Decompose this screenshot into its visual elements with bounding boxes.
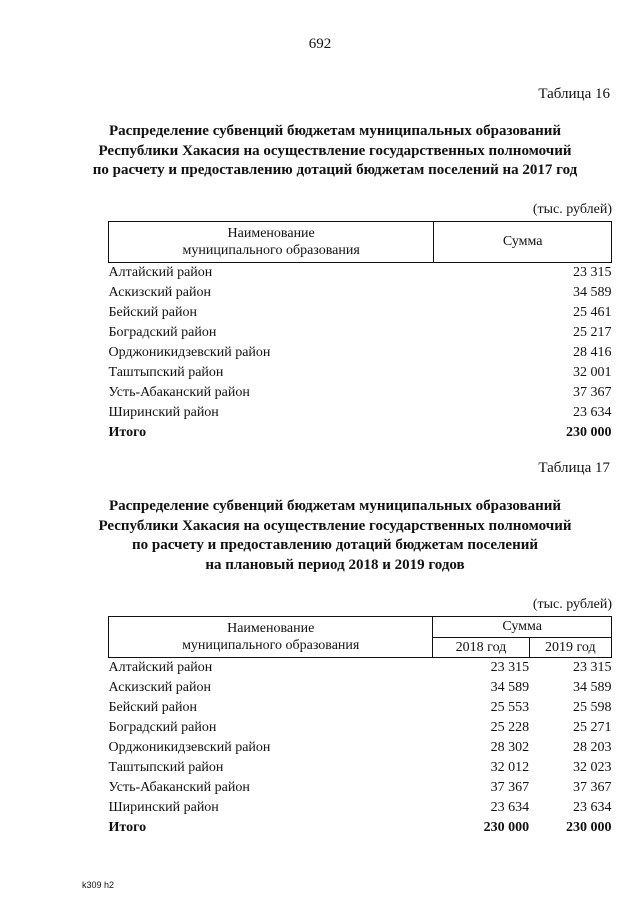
row-value-2018: 34 589: [490, 680, 530, 695]
header-name-line1: Наименование: [227, 621, 315, 636]
total-value: 230 000: [566, 425, 612, 440]
header-year-2018: 2018 год: [433, 638, 529, 658]
table-row: [109, 718, 612, 738]
table-row: [109, 283, 612, 303]
row-name: Бейский район: [108, 305, 197, 320]
header-sum-cell: Сумма: [434, 222, 612, 263]
total-value-2018: 230 000: [483, 820, 530, 835]
row-name: Ширинский район: [108, 405, 219, 420]
table-row: [109, 658, 612, 679]
row-name: Алтайский район: [108, 660, 213, 675]
row-value-2019: 25 271: [573, 720, 612, 735]
row-value: 37 367: [573, 385, 612, 400]
row-value-2018: 37 367: [490, 780, 530, 795]
row-value-2018: 28 302: [490, 740, 530, 755]
row-name: Аскизский район: [108, 285, 211, 300]
row-name: Алтайский район: [108, 265, 213, 280]
total-label: Итого: [108, 425, 147, 440]
row-name: Орджоникидзевский район: [108, 345, 271, 360]
row-value-2018: 23 634: [490, 800, 530, 815]
table-row: [109, 778, 612, 798]
row-value-2019: 23 315: [573, 660, 612, 675]
table-row: [109, 323, 612, 343]
row-value-2018: 32 012: [490, 760, 530, 775]
row-value-2019: 34 589: [573, 680, 612, 695]
row-value-2018: 23 315: [490, 660, 530, 675]
table-17: [108, 616, 612, 838]
header-year-2019: 2019 год: [529, 638, 611, 658]
table-16-label: Таблица 16: [538, 86, 610, 102]
row-value: 34 589: [573, 285, 612, 300]
table-row: [109, 798, 612, 818]
header-name-cell: [109, 222, 434, 263]
table-16-title: [60, 122, 610, 181]
row-name: Усть-Абаканский район: [108, 385, 250, 400]
table-17-label: Таблица 17: [538, 460, 610, 476]
header-name-line1: Наименование: [227, 226, 315, 241]
row-value-2018: 25 553: [490, 700, 530, 715]
table-17-units: (тыс. рублей): [532, 597, 612, 612]
row-value: 32 001: [573, 365, 612, 380]
row-value-2019: 23 634: [573, 800, 612, 815]
table-17-title-line: по расчету и предоставлению дотаций бюджетам поселений: [131, 537, 539, 553]
table-16-title-line: Распределение субвенций бюджетам муниципальных образований: [108, 123, 562, 139]
row-name: Аскизский район: [108, 680, 211, 695]
table-16-header: [109, 222, 612, 263]
row-name: Боградский район: [108, 720, 217, 735]
row-name: Боградский район: [108, 325, 217, 340]
table-17-title-line: Республики Хакасия на осуществление государственных полномочий: [98, 517, 572, 534]
table-row: [109, 738, 612, 758]
table-row: [109, 698, 612, 718]
row-value-2019: 25 598: [573, 700, 612, 715]
row-value-2019: 28 203: [573, 740, 612, 755]
header-sum-cell: Сумма: [433, 617, 612, 638]
row-name: Усть-Абаканский район: [108, 780, 250, 795]
row-name: Орджоникидзевский район: [108, 740, 271, 755]
table-17-title-line: на плановый период 2018 и 2019 годов: [205, 556, 465, 573]
row-value: 25 217: [573, 325, 612, 340]
table-16-title-line: Республики Хакасия на осуществление государственных полномочий: [98, 142, 572, 159]
table-17-title: [60, 497, 610, 575]
row-name: Бейский район: [108, 700, 197, 715]
table-16-title-line: по расчету и предоставлению дотаций бюджетам поселений на 2017 год: [92, 162, 578, 178]
table-row: [109, 303, 612, 323]
table-row: [109, 403, 612, 423]
table-16-units: (тыс. рублей): [532, 202, 612, 217]
table-row: [109, 383, 612, 403]
row-name: Таштыпский район: [108, 365, 224, 380]
table-total-row: [109, 423, 612, 443]
total-label: Итого: [108, 820, 147, 835]
row-value: 23 634: [573, 405, 612, 420]
footer-code: k309 h2: [82, 880, 115, 890]
table-17-title-line: Распределение субвенций бюджетам муниципальных образований: [108, 498, 562, 514]
header-name-cell: [109, 617, 433, 658]
row-name: Ширинский район: [108, 800, 219, 815]
table-row: [109, 363, 612, 383]
row-value: 23 315: [573, 265, 612, 280]
row-value: 28 416: [573, 345, 612, 360]
table-17-header: [109, 617, 612, 638]
table-row: [109, 678, 612, 698]
header-name-line2: муниципального образования: [182, 243, 360, 258]
table-total-row: [109, 818, 612, 838]
table-row: [109, 343, 612, 363]
header-name-line2: муниципального образования: [182, 638, 360, 653]
row-value-2019: 32 023: [573, 760, 612, 775]
table-row: [109, 263, 612, 284]
page-number: 692: [308, 36, 332, 52]
row-value: 25 461: [573, 305, 612, 320]
row-value-2019: 37 367: [573, 780, 612, 795]
table-row: [109, 758, 612, 778]
table-16: [108, 221, 612, 443]
row-name: Таштыпский район: [108, 760, 224, 775]
total-value-2019: 230 000: [566, 820, 612, 835]
row-value-2018: 25 228: [490, 720, 530, 735]
